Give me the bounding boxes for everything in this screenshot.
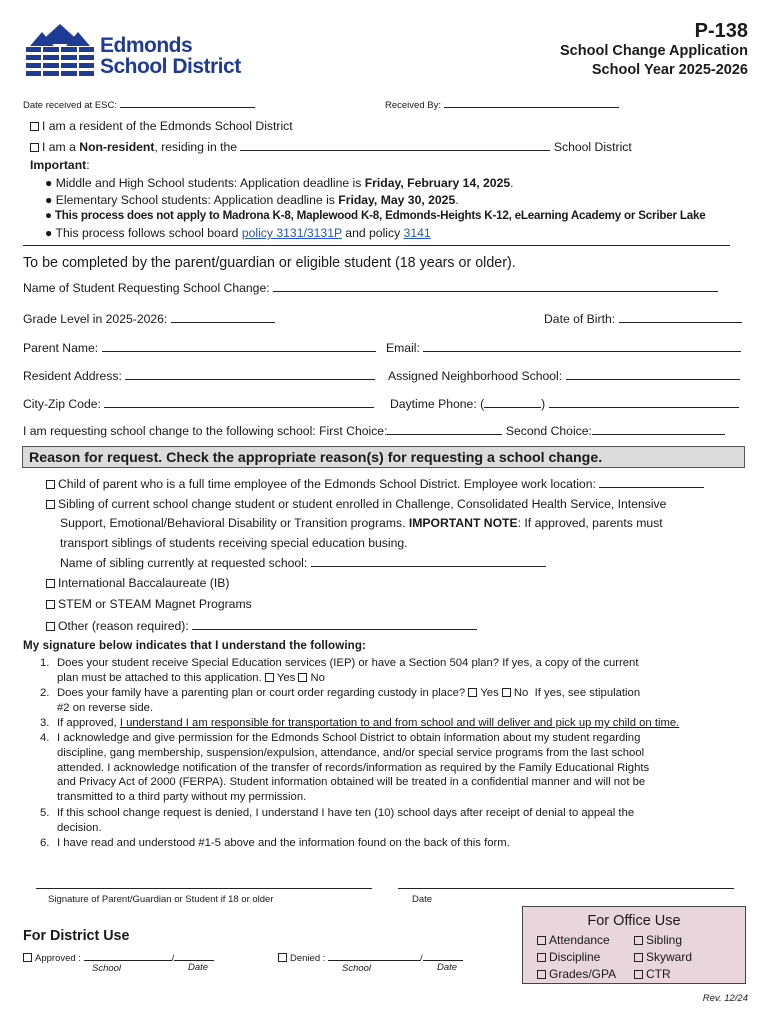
form-id: P-138 — [694, 20, 748, 42]
date-received-field[interactable] — [120, 96, 255, 108]
item-2: 2. Does your family have a parenting plan or court order regarding custody in place? Yes No If yes, see stipulation #2 on reverse side. — [40, 687, 641, 714]
grade-level-field[interactable] — [171, 311, 275, 323]
important-label-text: Important — [30, 158, 87, 172]
item4-line5: transmitted to a third party without my permission. — [57, 791, 307, 804]
item-4: 4. I acknowledge and give permission for the Edmonds School District to obtain information about my student regarding discipline, gang membership, suspension/expulsion, attendance, and/or special service programs from the last school attended. I acknowledge notification of the transfer of records/information as required by the Family Educational Rights and Privacy Act of 2000 (FERPA). Student information obtained will be treated in a confidential manner and will not be transmitted to a third party without my permission. — [40, 731, 740, 805]
office-sibling[interactable] — [634, 932, 692, 949]
important-bullet-2: ● Elementary School students: Application deadline is Friday, May 30, 2025. — [45, 193, 459, 207]
reason-other-field[interactable] — [192, 618, 477, 630]
requesting-row — [23, 423, 725, 438]
email-row — [386, 340, 741, 355]
signature-field[interactable] — [36, 888, 372, 889]
iep-yes-checkbox[interactable] — [265, 673, 274, 682]
item-1: 1. Does your student receive Special Education services (IEP) or have a Section 504 plan? If yes, a copy of the current plan must be attached to this application. Yes No — [40, 657, 639, 684]
item2-tail: If yes, see stipulation — [534, 687, 641, 699]
item1-line1: Does your student receive Special Education services (IEP) or have a Section 504 plan? If yes, a copy of the current — [57, 657, 639, 669]
sibling-name-field[interactable] — [311, 555, 546, 567]
nonresident-prefix: I am a — [42, 140, 80, 154]
item2-line1: Does your family have a parenting plan or court order regarding custody in place? — [57, 687, 466, 699]
item4-line4: and Privacy Act of 2000 (FERPA). Student information obtained will be treated in a confidential manner and will not be — [57, 776, 646, 789]
approved-date-caption: Date — [188, 962, 209, 973]
denied-school-caption: School — [342, 963, 372, 974]
denied-label: Denied : — [290, 953, 326, 964]
logo-text-line1: Edmonds — [100, 34, 193, 57]
nonresident-suffix: School District — [553, 140, 632, 154]
resident-address-field[interactable] — [125, 368, 375, 380]
first-choice-field[interactable] — [387, 423, 502, 435]
important-bullet-4: ● This process follows school board policy 3131/3131P and policy 3141 — [45, 226, 431, 240]
reason-employee[interactable] — [46, 476, 704, 491]
nonresident-mid: , residing in the — [154, 140, 238, 154]
email-label: Email: — [386, 341, 420, 355]
iep-no-label: No — [310, 671, 325, 684]
reason-stem-checkbox[interactable] — [46, 600, 55, 609]
resident-address-label: Resident Address: — [23, 369, 122, 383]
signature-date-label: Date — [412, 894, 433, 905]
skyward-checkbox[interactable] — [634, 953, 643, 962]
date-received-label: Date received at ESC: — [23, 100, 117, 111]
b2-bold: Friday, May 30, 2025 — [338, 193, 456, 207]
office-skyward[interactable] — [634, 949, 692, 966]
approved-school-caption: School — [92, 963, 122, 974]
sibling-label: Sibling — [646, 933, 683, 947]
office-attendance[interactable] — [537, 932, 616, 949]
reason-ib[interactable] — [46, 576, 229, 590]
dob-row — [544, 311, 742, 326]
b4-prefix: This process follows school board — [55, 226, 242, 240]
item4-line3: attended. I acknowledge notification of the transfer of records/information as required by the Family Educational Rights — [57, 761, 650, 774]
denied-date-caption: Date — [437, 962, 458, 973]
district-use-heading: For District Use — [23, 928, 130, 944]
item5-line2: decision. — [57, 821, 102, 834]
assigned-school-field[interactable] — [566, 368, 740, 380]
grades-checkbox[interactable] — [537, 970, 546, 979]
parent-name-label: Parent Name: — [23, 341, 99, 355]
item5-line1: If this school change request is denied, I understand I have ten (10) school days after receipt of denial to appeal the — [57, 807, 635, 819]
date-received-row — [23, 96, 255, 111]
item4-line2: discipline, gang membership, suspension/expulsion, attendance, and/or special service programs from the last school — [57, 746, 645, 759]
office-use-box — [522, 906, 746, 984]
dob-label: Date of Birth: — [544, 312, 616, 326]
office-use-col2 — [634, 932, 692, 983]
item3-prefix: If approved, — [57, 717, 120, 729]
reason-sibling[interactable] — [46, 497, 666, 511]
office-use-heading: For Office Use — [587, 913, 681, 929]
denied-school-field[interactable] — [328, 951, 420, 961]
school-year: School Year 2025-2026 — [591, 62, 748, 78]
reason-sibling-line2 — [60, 516, 663, 530]
received-by-field[interactable] — [444, 96, 619, 108]
section1-heading: To be completed by the parent/guardian or eligible student (18 years or older). — [23, 255, 516, 271]
sibling-line2-prefix: Support, Emotional/Behavioral Disability or Transition programs. — [60, 516, 409, 530]
parent-name-row — [23, 340, 376, 355]
approved-label: Approved : — [35, 953, 81, 964]
reason-heading-box — [22, 446, 745, 468]
custody-no-checkbox[interactable] — [502, 688, 511, 697]
daytime-phone-row — [390, 396, 739, 411]
denied-date-field[interactable] — [423, 951, 463, 961]
email-field[interactable] — [423, 340, 741, 352]
reason-other-label: Other (reason required): — [58, 619, 189, 633]
item-3: 3. If approved, I understand I am responsible for transportation to and from school and will deliver and pick up my child on time. — [40, 717, 680, 729]
reason-sibling-line3: transport siblings of students receiving special education busing. — [60, 536, 408, 550]
attendance-checkbox[interactable] — [537, 936, 546, 945]
reason-stem-label: STEM or STEAM Magnet Programs — [58, 597, 252, 611]
important-note: IMPORTANT NOTE — [408, 516, 518, 530]
item3-underlined: I understand I am responsible for transportation to and from school and will deliver and pick up my child on time. — [119, 717, 680, 729]
city-zip-row — [23, 396, 374, 411]
approved-school-field[interactable] — [84, 951, 172, 961]
item6-text: I have read and understood #1-5 above and the information found on the back of this form. — [57, 837, 510, 849]
resident-label: I am a resident of the Edmonds School District — [42, 119, 293, 133]
reason-sibling-checkbox[interactable] — [46, 500, 55, 509]
b1-bold: Friday, February 14, 2025 — [364, 176, 511, 190]
second-choice-field[interactable] — [592, 423, 725, 435]
reason-stem[interactable] — [46, 597, 252, 611]
signature-heading: My signature below indicates that I understand the following: — [23, 639, 366, 652]
city-zip-field[interactable] — [104, 396, 374, 408]
student-name-row — [23, 280, 718, 295]
nonresident-checkbox[interactable] — [30, 143, 39, 152]
employee-work-location-field[interactable] — [599, 476, 704, 488]
discipline-label: Discipline — [549, 950, 601, 964]
denied-row: Denied : / — [278, 951, 463, 964]
discipline-checkbox[interactable] — [537, 953, 546, 962]
nonresident-district-field[interactable] — [240, 139, 550, 151]
city-zip-label: City-Zip Code: — [23, 397, 101, 411]
approved-date-field[interactable] — [174, 951, 214, 961]
item-5: 5. If this school change request is denied, I understand I have ten (10) school days after receipt of denial to appeal the decision. — [40, 806, 740, 836]
dob-field[interactable] — [619, 311, 742, 323]
office-use-col1 — [537, 932, 616, 983]
grade-level-row — [23, 311, 275, 326]
revision: Rev. 12/24 — [702, 993, 748, 1004]
attendance-label: Attendance — [549, 933, 610, 947]
form-title: School Change Application — [560, 43, 748, 59]
custody-no-label: No — [513, 687, 529, 699]
office-ctr[interactable] — [634, 966, 692, 983]
reason-employee-checkbox[interactable] — [46, 480, 55, 489]
nonresident-bold: Non-resident — [79, 140, 155, 154]
resident-checkbox[interactable] — [30, 122, 39, 131]
ctr-checkbox[interactable] — [634, 970, 643, 979]
phone-number-field[interactable] — [549, 396, 739, 408]
important-label: Important: — [30, 158, 90, 172]
signature-label: Signature of Parent/Guardian or Student if 18 or older — [48, 894, 274, 905]
office-discipline[interactable] — [537, 949, 616, 966]
phone-close-paren: ) — [541, 397, 546, 411]
district-logo — [24, 22, 96, 78]
signature-date-field[interactable] — [398, 888, 734, 889]
assigned-school-row — [388, 368, 740, 383]
reason-other[interactable] — [46, 618, 477, 633]
important-bullet-3: ● This process does not apply to Madrona K-8, Maplewood K-8, Edmonds-Heights K-12, eLearning Academy or Scriber Lake — [45, 209, 706, 222]
logo-text-line2: School District — [100, 55, 241, 78]
denied-checkbox[interactable] — [278, 953, 287, 962]
skyward-label: Skyward — [646, 950, 693, 964]
student-name-label: Name of Student Requesting School Change: — [23, 281, 270, 295]
custody-yes-label: Yes — [480, 687, 499, 699]
ctr-label: CTR — [646, 967, 671, 981]
important-bullet-1: ● Middle and High School students: Application deadline is Friday, February 14, 2025. — [45, 176, 514, 190]
item2-line2: #2 on reverse side. — [57, 701, 154, 714]
reason-employee-label: Child of parent who is a full time employee of the Edmonds School District. Employee work location: — [58, 477, 596, 491]
nonresident-option[interactable] — [30, 139, 632, 154]
resident-option[interactable] — [30, 119, 293, 133]
policy-3131-link[interactable]: policy 3131/3131P — [241, 226, 342, 240]
reason-ib-checkbox[interactable] — [46, 579, 55, 588]
approved-checkbox[interactable] — [23, 953, 32, 962]
b4-mid: and policy — [341, 226, 404, 240]
grade-level-label: Grade Level in 2025-2026: — [23, 312, 168, 326]
tree-logo-icon — [24, 22, 96, 78]
b2-prefix: Elementary School students: Application deadline is — [55, 193, 339, 207]
divider — [23, 245, 730, 246]
resident-address-row — [23, 368, 375, 383]
student-name-field[interactable] — [273, 280, 718, 292]
item1-line2: plan must be attached to this application. — [57, 671, 262, 684]
b3-text: This process does not apply to Madrona K-8, Maplewood K-8, Edmonds-Heights K-12, eLearning Academy or Scriber Lake — [54, 209, 706, 222]
iep-yes-label: Yes — [276, 671, 296, 684]
item-6: 6. I have read and understood #1-5 above and the information found on the back of this form. — [40, 837, 510, 849]
sibling-checkbox[interactable] — [634, 936, 643, 945]
grades-label: Grades/GPA — [549, 967, 617, 981]
second-choice-label: Second Choice: — [505, 424, 592, 438]
item4-line1: I acknowledge and give permission for the Edmonds School District to obtain information about my student regarding — [57, 732, 641, 744]
sibling-name-label: Name of sibling currently at requested school: — [60, 556, 308, 570]
assigned-school-label: Assigned Neighborhood School: — [388, 369, 563, 383]
sibling-name-row — [60, 555, 546, 570]
approved-row: Approved : / — [23, 951, 214, 964]
custody-yes-checkbox[interactable] — [468, 688, 477, 697]
phone-area-field[interactable] — [484, 396, 541, 408]
first-choice-label: I am requesting school change to the following school: First Choice: — [23, 424, 388, 438]
received-by-row — [385, 96, 619, 111]
reason-sibling-line1: Sibling of current school change student or student enrolled in Challenge, Consolidated Health Service, Intensive — [58, 497, 667, 511]
iep-no-checkbox[interactable] — [298, 673, 307, 682]
sibling-line2-suffix: : If approved, parents must — [517, 516, 663, 530]
b1-prefix: Middle and High School students: Application deadline is — [55, 176, 365, 190]
received-by-label: Received By: — [385, 100, 441, 111]
reason-heading: Reason for request. Check the appropriate reason(s) for requesting a school change. — [29, 450, 603, 466]
reason-other-checkbox[interactable] — [46, 622, 55, 631]
parent-name-field[interactable] — [102, 340, 376, 352]
reason-ib-label: International Baccalaureate (IB) — [58, 576, 230, 590]
office-grades[interactable] — [537, 966, 616, 983]
daytime-phone-label: Daytime Phone: ( — [390, 397, 485, 411]
policy-3141-link[interactable]: 3141 — [403, 226, 431, 240]
